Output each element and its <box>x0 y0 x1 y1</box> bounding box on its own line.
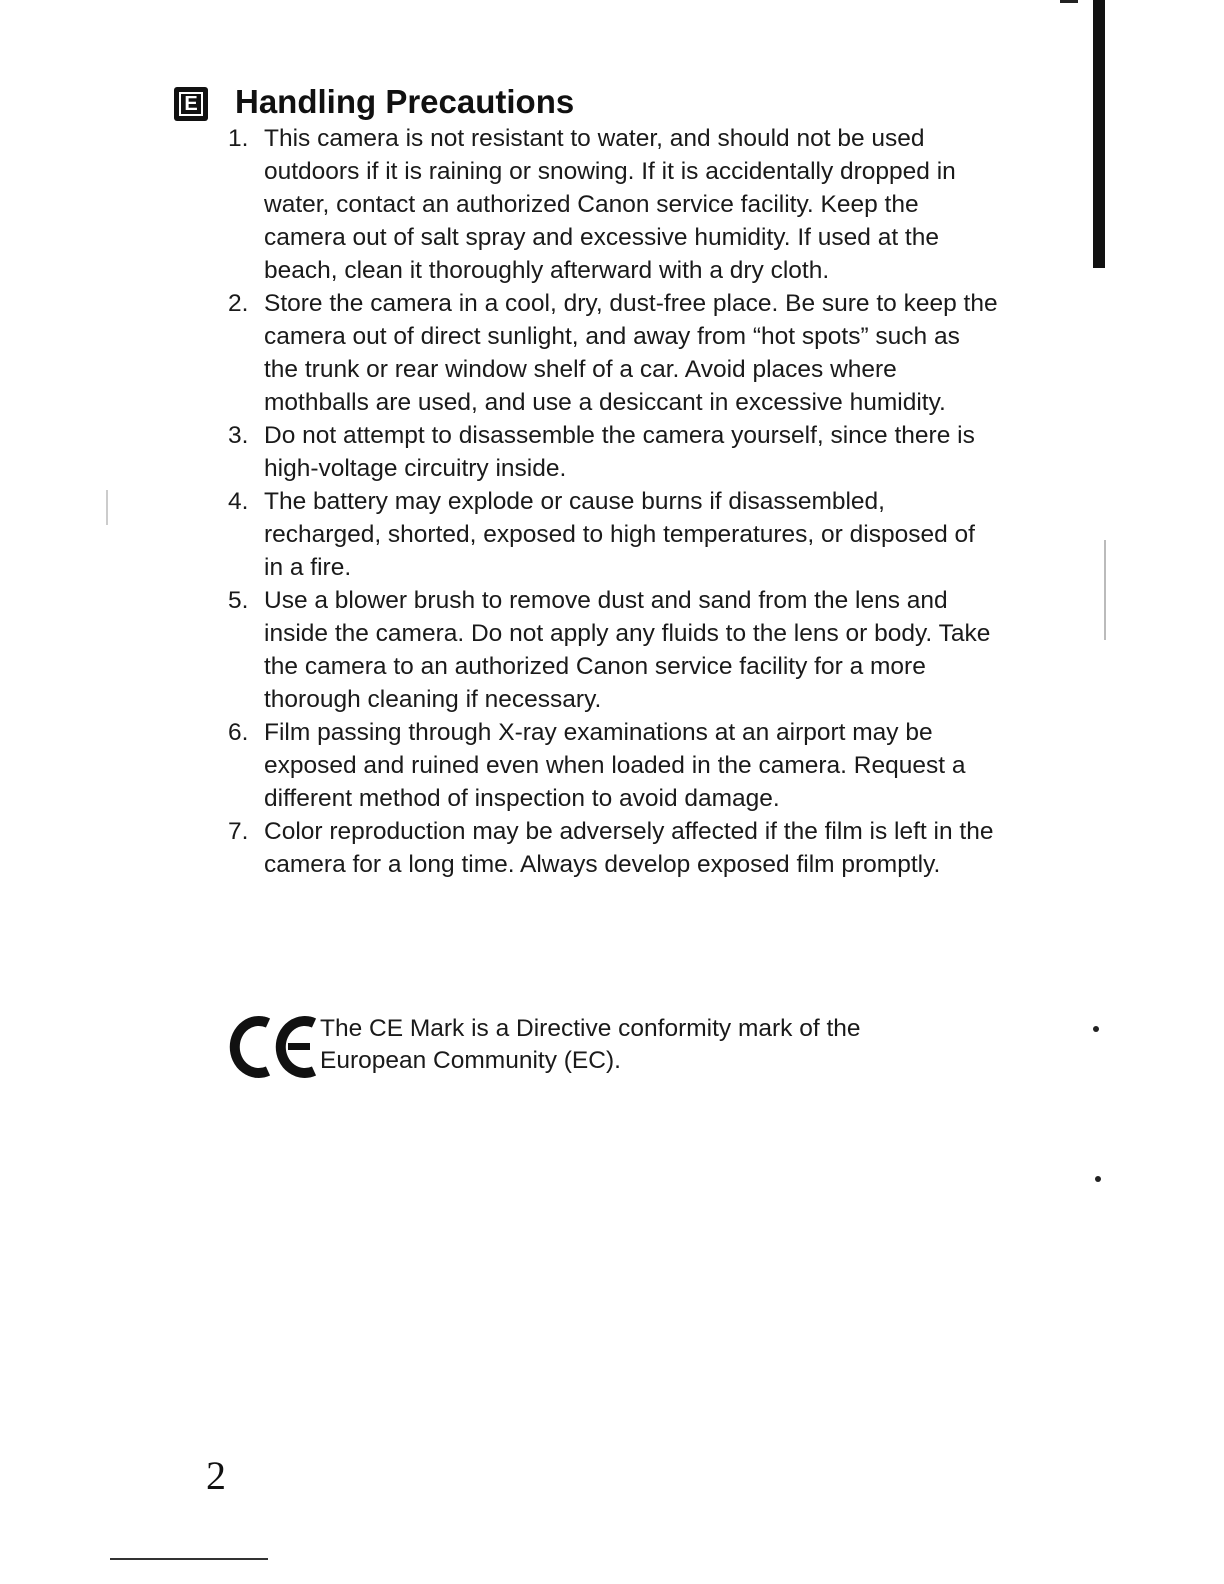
item-number: 6. <box>228 719 249 746</box>
ce-notice-line: European Community (EC). <box>320 1047 621 1074</box>
ce-notice <box>228 1013 861 1079</box>
precaution-item <box>228 287 998 419</box>
scan-artifact-bottom-line <box>110 1558 268 1560</box>
item-text: The battery may explode or cause burns if disassembled, recharged, shorted, exposed to high temperatures, or disposed of in a fire. <box>264 488 975 581</box>
precaution-item <box>228 485 998 584</box>
scan-artifact-edge-bar <box>1093 0 1105 268</box>
scan-artifact-dot <box>1095 1176 1101 1182</box>
precaution-item <box>228 419 998 485</box>
item-number: 4. <box>228 488 249 515</box>
item-number: 1. <box>228 125 249 152</box>
language-badge <box>174 87 208 121</box>
page-title: Handling Precautions <box>235 83 575 120</box>
item-text: Color reproduction may be adversely affected if the film is left in the camera for a long time. Always develop exposed film promptly. <box>264 818 994 878</box>
item-text: This camera is not resistant to water, and should not be used outdoors if it is raining or snowing. If it is accidentally dropped in water, contact an authorized Canon service facility. Keep the camera out of salt spray and excessive humidity. If used at the beach, clean it thoroughly afterward with a dry cloth. <box>264 125 956 284</box>
scan-artifact-left-line <box>106 490 108 525</box>
precaution-item <box>228 122 998 287</box>
precaution-item <box>228 584 998 716</box>
language-badge-letter: E <box>179 92 203 116</box>
item-text: Store the camera in a cool, dry, dust-free place. Be sure to keep the camera out of direct sunlight, and away from “hot spots” such as the trunk or rear window shelf of a car. Avoid places where mothballs are used, and use a desiccant in excessive humidity. <box>264 290 998 416</box>
scan-artifact-edge-line <box>1104 540 1106 640</box>
precautions-list <box>228 122 998 881</box>
item-number: 2. <box>228 290 249 317</box>
ce-mark-icon <box>228 1013 320 1079</box>
scan-artifact-dot <box>1093 1026 1099 1032</box>
item-number: 3. <box>228 422 249 449</box>
item-number: 7. <box>228 818 249 845</box>
item-text: Use a blower brush to remove dust and sand from the lens and inside the camera. Do not apply any fluids to the lens or body. Take the camera to an authorized Canon service facility for a more thorough cleaning if necessary. <box>264 587 991 713</box>
item-text: Film passing through X-ray examinations at an airport may be exposed and ruined even when loaded in the camera. Request a different method of inspection to avoid damage. <box>264 719 966 812</box>
scan-artifact-dash <box>1060 0 1078 3</box>
page-number: 2 <box>206 1453 226 1498</box>
item-text: Do not attempt to disassemble the camera yourself, since there is high-voltage circuitry inside. <box>264 422 975 482</box>
precaution-item <box>228 716 998 815</box>
precaution-item <box>228 815 998 881</box>
ce-notice-text <box>320 1013 861 1077</box>
item-number: 5. <box>228 587 249 614</box>
ce-notice-line: The CE Mark is a Directive conformity mark of the <box>320 1015 861 1042</box>
